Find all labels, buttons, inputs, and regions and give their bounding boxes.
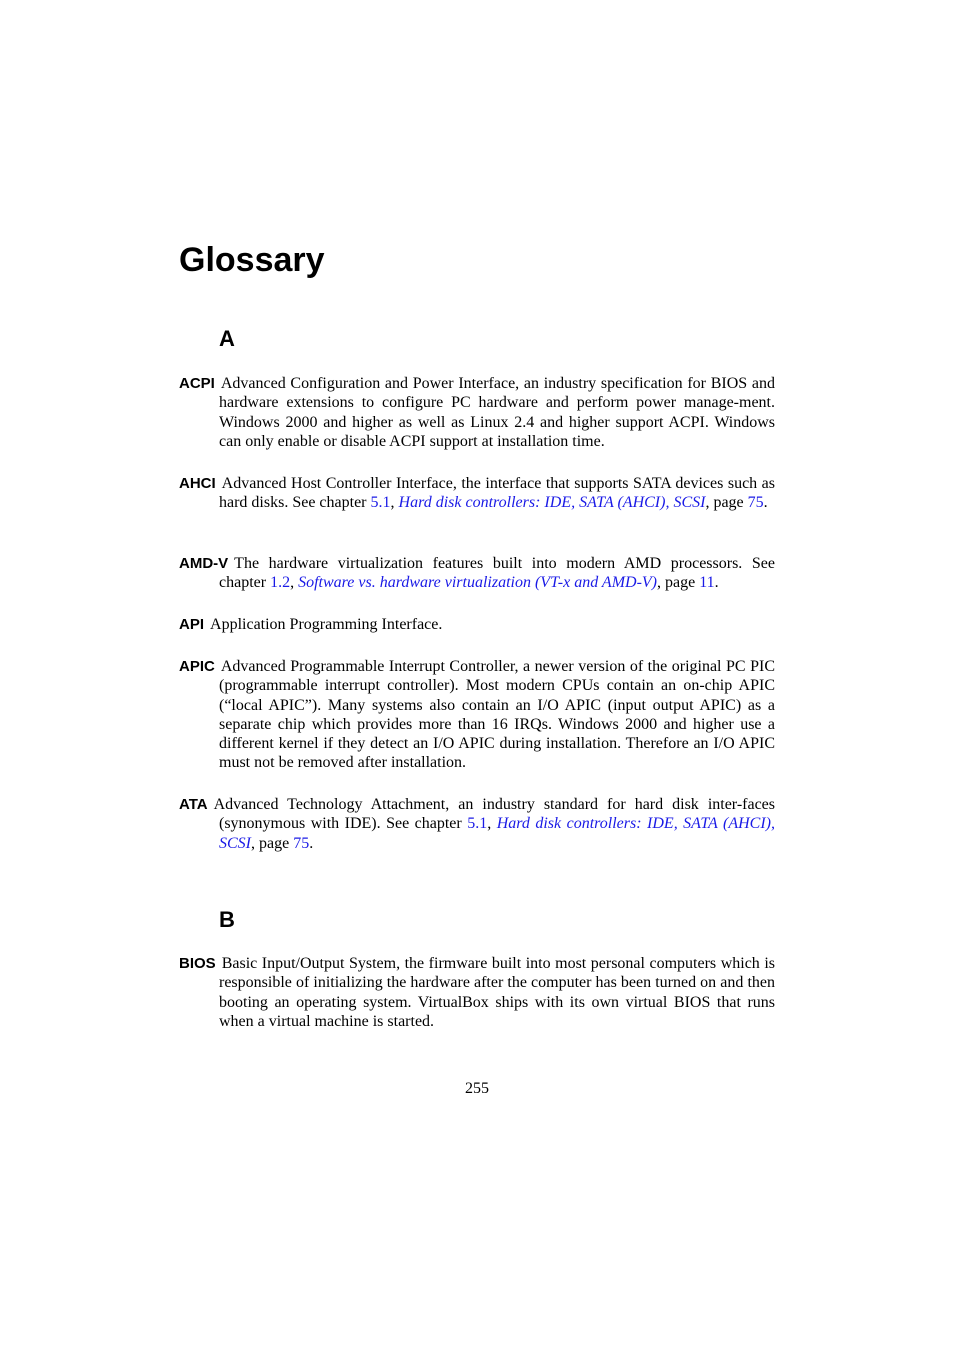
glossary-entry-acpi <box>179 374 775 451</box>
glossary-term: AMD-V <box>179 555 229 572</box>
glossary-entry-ahci <box>179 474 775 513</box>
glossary-definition: Application Programming Interface. <box>210 616 443 633</box>
page-prefix-text: , page <box>657 574 700 592</box>
chapter-number-link[interactable]: 5.1 <box>467 815 488 833</box>
glossary-entry-ata <box>179 795 775 853</box>
page-title: Glossary <box>179 241 325 279</box>
glossary-definition: Basic Input/Output System, the firmware built into most personal computers which is responsible of initializing the hardware after the computer has been turned on and then booting an operating system. VirtualBox ships with its own virtual BIOS that runs when a virtual machine is started. <box>219 955 775 1030</box>
end-punctuation: . <box>309 834 314 852</box>
glossary-entry-amd-v <box>179 554 775 593</box>
chapter-title-link[interactable]: Software vs. hardware virtualization (VT-x and AMD-V) <box>298 574 658 592</box>
separator-text: , <box>290 574 299 592</box>
page-prefix-text: , page <box>251 834 294 852</box>
glossary-definition: Advanced Programmable Interrupt Controller, a newer version of the original PC PIC (programmable interrupt controller). Most modern CPUs contain an on-chip APIC (“local APIC”). Many systems also contain an I/O APIC (input output APIC) as a separate chip which provides more than 16 IRQs. Windows 2000 and higher use a different kernel if they detect an I/O APIC during installation. Therefore an I/O APIC must not be removed after installation. <box>219 658 775 772</box>
glossary-term: ATA <box>179 796 208 813</box>
page-number: 255 <box>465 1080 489 1097</box>
end-punctuation: . <box>763 494 768 512</box>
glossary-definition: Advanced Configuration and Power Interface, an industry specification for BIOS and hardware extensions to configure PC hardware and perform power manage-ment. Windows 2000 and higher as well as Linux 2.4 and higher support ACPI. Windows can only enable or disable ACPI support at installation time. <box>219 375 775 450</box>
glossary-term: APIC <box>179 658 215 675</box>
chapter-number-link[interactable]: 5.1 <box>370 494 391 512</box>
separator-text: , <box>487 815 497 833</box>
page-number-link[interactable]: 75 <box>293 834 310 852</box>
chapter-number-link[interactable]: 1.2 <box>270 574 291 592</box>
chapter-title-link[interactable]: Hard disk controllers: IDE, SATA (AHCI), SCSI <box>398 494 706 512</box>
glossary-entry-api <box>179 615 775 634</box>
section-heading-b: B <box>219 907 235 932</box>
glossary-entry-bios <box>179 954 775 1031</box>
glossary-definition: Advanced Technology Attachment, an industry standard for hard disk inter-faces (synonymous with IDE). See chapter <box>213 796 775 833</box>
glossary-definition: The hardware virtualization features built into modern AMD processors. See chapter <box>219 555 775 592</box>
section-heading-a: A <box>219 326 235 351</box>
glossary-entry-apic <box>179 657 775 773</box>
page-number-link[interactable]: 11 <box>699 574 715 592</box>
page-number-link[interactable]: 75 <box>747 494 764 512</box>
glossary-term: AHCI <box>179 475 216 492</box>
separator-text: , <box>390 494 399 512</box>
page-prefix-text: , page <box>705 494 748 512</box>
end-punctuation: . <box>714 574 719 592</box>
chapter-title-link[interactable]: Hard disk controllers: IDE, SATA (AHCI), SCSI <box>219 815 776 852</box>
glossary-term: BIOS <box>179 955 216 972</box>
glossary-definition: Advanced Host Controller Interface, the interface that supports SATA devices such as hard disks. See chapter <box>219 475 775 512</box>
glossary-term: ACPI <box>179 375 215 392</box>
glossary-term: API <box>179 616 205 633</box>
